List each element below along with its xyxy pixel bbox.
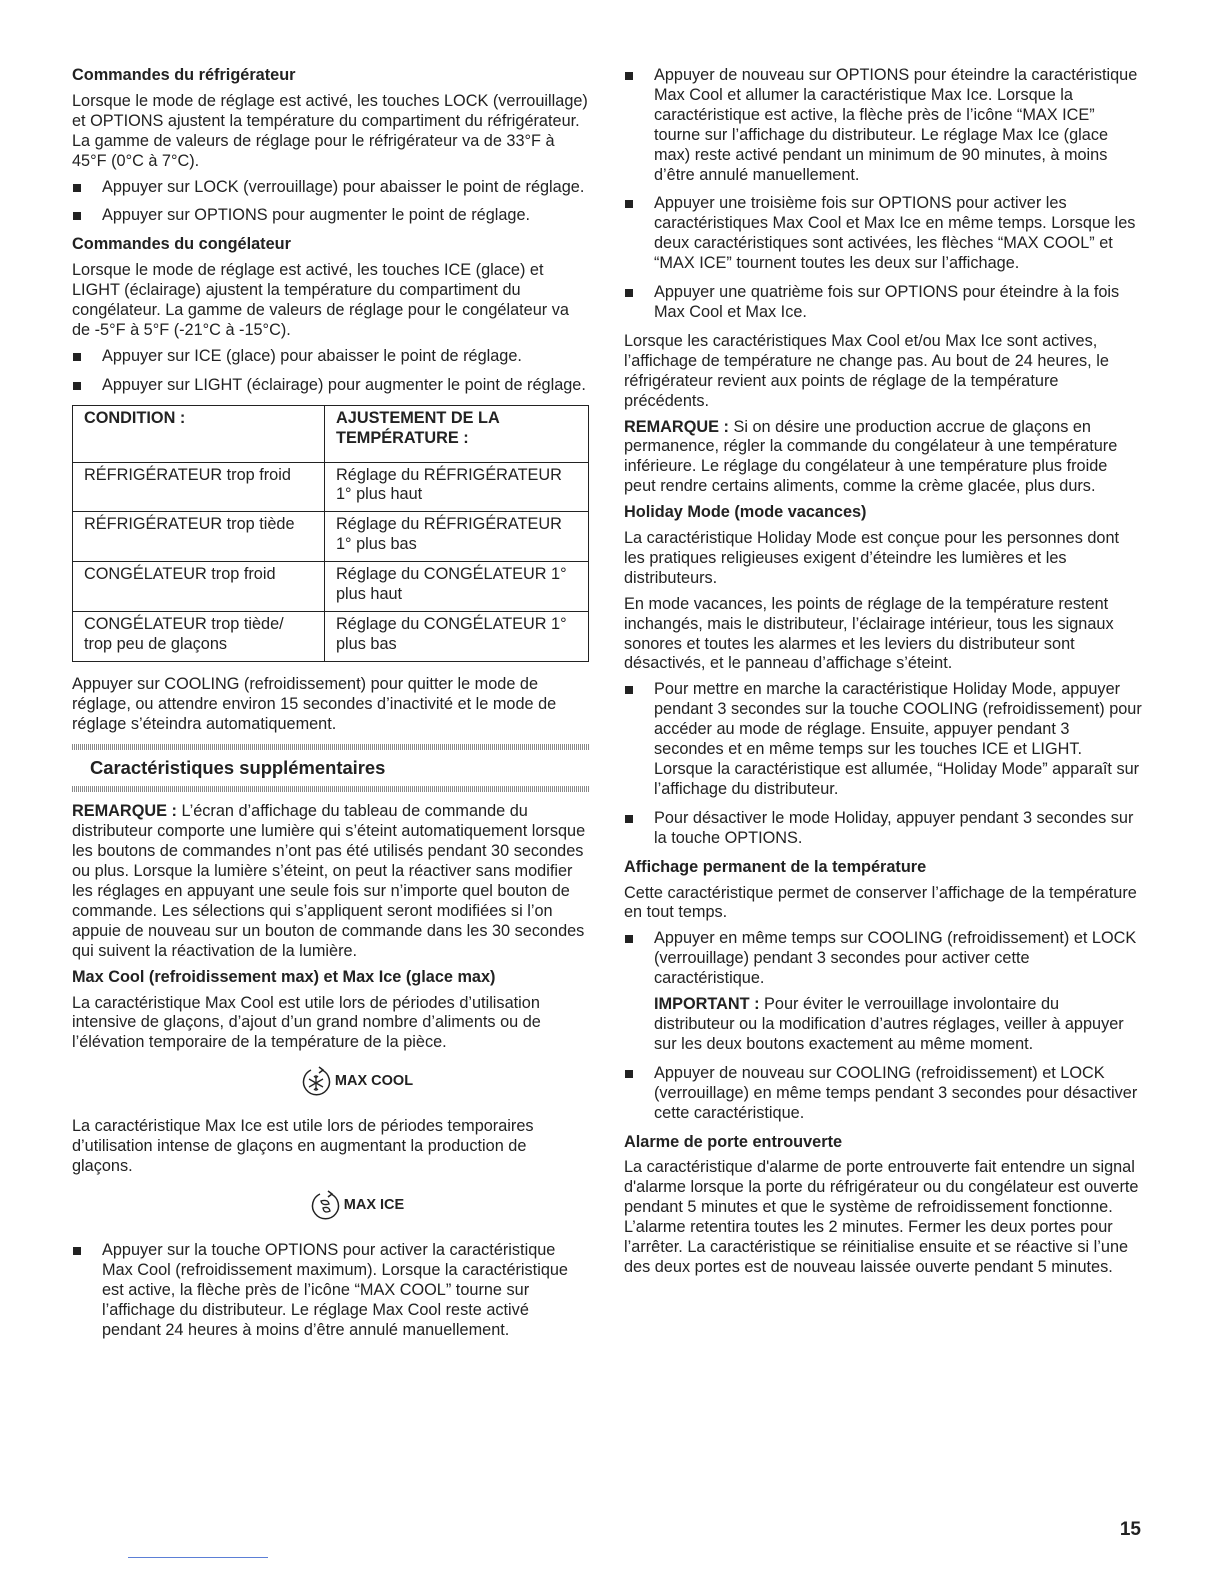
list-item	[624, 680, 1142, 799]
list-item	[72, 376, 590, 396]
adjustment-cell: Réglage du CONGÉLATEUR 1° plus bas	[325, 611, 589, 661]
adjustment-cell: Réglage du RÉFRIGÉRATEUR 1° plus haut	[325, 462, 589, 512]
bullet-square-icon	[72, 1241, 102, 1341]
bullet-square-icon	[72, 376, 102, 396]
condition-cell: RÉFRIGÉRATEUR trop tiède	[73, 512, 325, 562]
temperature-display-paragraph: Lorsque les caractéristiques Max Cool et/ou Max Ice sont actives, l’affichage de température ne change pas. Au bout de 24 heures, le réfrigérateur revient aux points de réglage de la température précédents.	[624, 331, 1109, 410]
condition-cell: CONGÉLATEUR trop tiède/ trop peu de glaçons	[73, 611, 325, 661]
note-text: L’écran d’affichage du tableau de commande du distributeur comporte une lumière qui s’éteint automatiquement lorsque les boutons de commandes n’ont pas été utilisés pendant 30 secondes ou plus. Lorsque la lumière s’éteint, on peut la réactiver sans modifier les réglages en appuyant une seule fois sur n’importe quel bouton de commande. Les sélections qui s’appliquent seront modifiées si l’on appuie de nouveau sur un bouton de commande dans les 30 secondes qui suivent la réactivation de la lumière.	[72, 802, 586, 960]
list-item-text: Appuyer sur OPTIONS pour augmenter le point de réglage.	[102, 206, 531, 225]
table-row	[73, 512, 589, 562]
list-item-text: Appuyer sur LOCK (verrouillage) pour abaisser le point de réglage.	[102, 177, 585, 196]
note-text: Si on désire une production accrue de glaçons en permanence, régler la commande du congélateur à une température inférieure. Le réglage du congélateur à une température plus froide peut rendre certains aliments, comme la crème glacée, plus durs.	[624, 417, 1118, 496]
bullet-square-icon	[624, 66, 654, 185]
bullet-square-icon	[72, 347, 102, 367]
list-item-text: Pour mettre en marche la caractéristique Holiday Mode, appuyer pendant 3 secondes sur la touche COOLING (refroidissement) pour accéder au mode de réglage. Ensuite, appuyer pendant 3 secondes et en même temps sur les touches ICE et LIGHT. Lorsque la caractéristique est allumée, “Holiday Mode” apparaît sur l’affichage du distributeur.	[654, 680, 1142, 798]
list-item-text: Appuyer une troisième fois sur OPTIONS pour activer les caractéristiques Max Cool et Max Ice en même temps. Lorsque les deux caractéristiques sont activées, les flèches “MAX COOL” et “MAX ICE” tournent toutes les deux sur l’affichage.	[654, 194, 1136, 273]
list-item-text: Appuyer de nouveau sur COOLING (refroidissement) et LOCK (verrouillage) en même temps pendant 3 secondes pour désactiver cette caractéristique.	[654, 1063, 1138, 1122]
list-item	[72, 1241, 590, 1341]
max-ice-cube-icon	[308, 1189, 342, 1223]
max-cool-heading: Max Cool (refroidissement max) et Max Ice (glace max)	[72, 967, 496, 986]
permanent-display-heading: Affichage permanent de la température	[624, 857, 927, 876]
max-ice-paragraph: La caractéristique Max Ice est utile lors de périodes temporaires d’utilisation intense de glaçons en augmentant la production de glaçons.	[72, 1117, 534, 1176]
bullet-square-icon	[624, 1064, 654, 1124]
bullet-square-icon	[624, 929, 654, 1054]
table-row	[73, 462, 589, 512]
important-note	[654, 995, 1142, 1055]
ice-production-note	[624, 418, 1142, 498]
list-item	[624, 283, 1142, 323]
table-row	[73, 611, 589, 661]
list-item	[72, 178, 590, 198]
max-ice-label: MAX ICE	[343, 1197, 405, 1214]
bullet-square-icon	[624, 283, 654, 323]
door-alarm-heading: Alarme de porte entrouverte	[624, 1132, 843, 1151]
note-label: REMARQUE :	[624, 417, 729, 436]
important-text: Pour éviter le verrouillage involontaire du distributeur ou la modification d’autres réglages, veiller à appuyer sur les deux boutons exactement au même moment.	[654, 995, 1124, 1053]
permanent-display-paragraph: Cette caractéristique permet de conserver l’affichage de la température en tout temps.	[624, 883, 1137, 922]
left-column	[72, 66, 590, 1350]
bullet-square-icon	[624, 680, 654, 799]
holiday-mode-paragraph-2: En mode vacances, les points de réglage de la température restent inchangés, mais le distributeur, l’éclairage intérieur, tous les signaux sonores et toutes les alarmes et les leviers du distributeur sont désactivés, et le panneau d’affichage s’éteint.	[624, 594, 1114, 673]
max-cool-snowflake-icon	[299, 1065, 333, 1099]
condition-table	[72, 405, 589, 662]
bottom-rule	[128, 1557, 268, 1558]
freezer-controls-heading: Commandes du congélateur	[72, 235, 291, 254]
fridge-controls-paragraph: Lorsque le mode de réglage est activé, les touches LOCK (verrouillage) et OPTIONS ajustent la température du compartiment du réfrigérateur. La gamme de valeurs de réglage pour le réfrigérateur va de 33°F à 45°F (0°C à 7°C).	[72, 91, 588, 170]
list-item	[624, 66, 1142, 185]
holiday-mode-heading: Holiday Mode (mode vacances)	[624, 503, 867, 522]
max-cool-icon-row	[72, 1065, 590, 1099]
list-item	[72, 347, 590, 367]
holiday-mode-paragraph-1: La caractéristique Holiday Mode est conçue pour les personnes dont les pratiques religieuses exigent d’éteindre les lumières et les distributeurs.	[624, 529, 1120, 587]
table-row	[73, 562, 589, 612]
list-item-text: Appuyer une quatrième fois sur OPTIONS pour éteindre à la fois Max Cool et Max Ice.	[654, 283, 1120, 321]
list-item-text: Pour désactiver le mode Holiday, appuyer pendant 3 secondes sur la touche OPTIONS.	[654, 808, 1134, 847]
max-cool-paragraph: La caractéristique Max Cool est utile lors de périodes d’utilisation intensive de glaçons, d’ajout d’un grand nombre d’aliments ou de l’élévation temporaire de la température de la pièce.	[72, 993, 541, 1052]
list-item	[72, 206, 590, 226]
section-header	[72, 744, 590, 792]
page-number: 15	[1119, 1519, 1141, 1540]
adjustment-cell: Réglage du CONGÉLATEUR 1° plus haut	[325, 562, 589, 612]
display-light-note	[72, 802, 590, 961]
list-item	[624, 929, 1142, 1054]
max-cool-label: MAX COOL	[334, 1073, 414, 1090]
section-rule-bottom	[72, 786, 590, 792]
freezer-controls-paragraph: Lorsque le mode de réglage est activé, les touches ICE (glace) et LIGHT (éclairage) ajustent la température du compartiment du congélateur. La gamme de valeurs de réglage pour le congélateur va de -5°F à 5°F (-21°C à -15°C).	[72, 261, 569, 339]
bullet-square-icon	[624, 194, 654, 274]
condition-header: CONDITION :	[73, 405, 325, 462]
adjustment-header: AJUSTEMENT DE LA TEMPÉRATURE :	[325, 405, 589, 462]
list-item-text: Appuyer sur LIGHT (éclairage) pour augmenter le point de réglage.	[102, 375, 586, 394]
adjustment-cell: Réglage du RÉFRIGÉRATEUR 1° plus bas	[325, 512, 589, 562]
list-item	[624, 194, 1142, 274]
list-item-text: Appuyer en même temps sur COOLING (refroidissement) et LOCK (verrouillage) pendant 3 secondes pour activer cette caractéristique.	[654, 929, 1137, 988]
exit-mode-paragraph: Appuyer sur COOLING (refroidissement) pour quitter le mode de réglage, ou attendre environ 15 secondes d’inactivité et le mode de réglage s’éteindra automatiquement.	[72, 674, 557, 733]
list-item-text: Appuyer de nouveau sur OPTIONS pour éteindre la caractéristique Max Cool et allumer la caractéristique Max Ice. Lorsque la caractéristique est active, la flèche près de l’icône “MAX ICE” tourne sur l’affichage du distributeur. Le réglage Max Ice (glace max) reste activé pendant un minimum de 90 minutes, à moins d’être annulé manuellement.	[654, 66, 1138, 184]
table-header-row	[73, 405, 589, 462]
fridge-controls-heading: Commandes du réfrigérateur	[72, 66, 296, 84]
list-item-text: Appuyer sur ICE (glace) pour abaisser le point de réglage.	[102, 346, 522, 365]
max-ice-icon-row	[72, 1189, 590, 1223]
right-column	[624, 66, 1142, 1284]
bullet-square-icon	[624, 809, 654, 849]
door-alarm-paragraph: La caractéristique d'alarme de porte entrouverte fait entendre un signal d'alarme lorsque la porte du réfrigérateur ou du congélateur est ouverte pendant 5 minutes et que le système de refroidissement fonctionne. L’alarme retentira toutes les 2 minutes. Fermer les deux portes pour l’arrêter. La caractéristique se réinitialise ensuite et se réactive si l’une des deux portes est de nouveau laissée ouverte pendant 5 minutes.	[624, 1158, 1139, 1276]
bullet-square-icon	[72, 206, 102, 226]
condition-cell: RÉFRIGÉRATEUR trop froid	[73, 462, 325, 512]
list-item-content	[654, 929, 1142, 1054]
list-item	[624, 1064, 1142, 1124]
condition-cell: CONGÉLATEUR trop froid	[73, 562, 325, 612]
section-title: Caractéristiques supplémentaires	[90, 757, 386, 779]
note-label: REMARQUE :	[72, 802, 177, 821]
important-label: IMPORTANT :	[654, 995, 760, 1014]
list-item-text: Appuyer sur la touche OPTIONS pour activer la caractéristique Max Cool (refroidissement maximum). Lorsque la caractéristique est active, la flèche près de l’icône “MAX COOL” tourne sur l’affichage du distributeur. Le réglage Max Cool reste activé pendant 24 heures à moins d’être annulé manuellement.	[102, 1240, 568, 1339]
list-item	[624, 809, 1142, 849]
bullet-square-icon	[72, 178, 102, 198]
